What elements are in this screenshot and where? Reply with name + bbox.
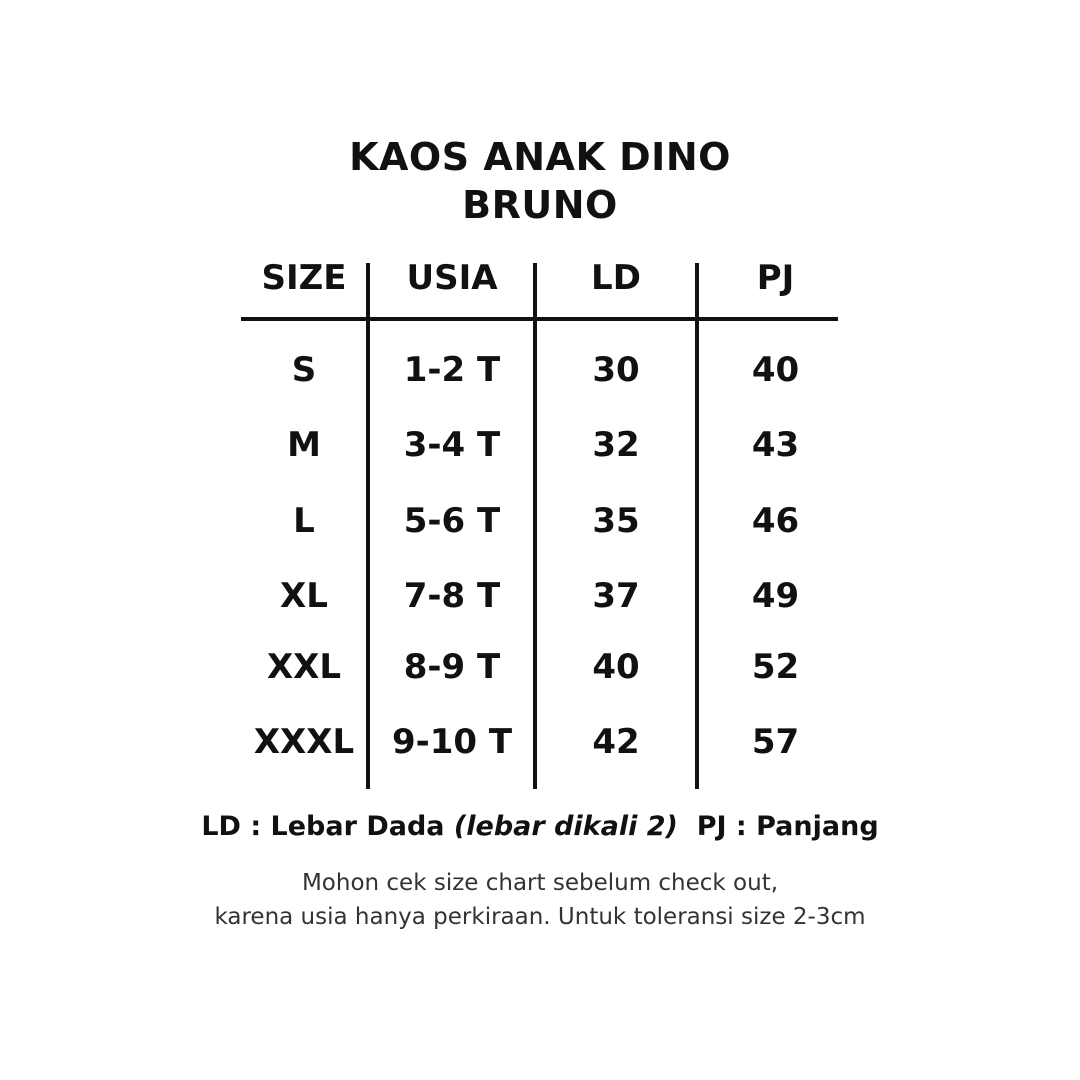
table-cell-ld: 32 <box>592 425 640 465</box>
table-cell-usia: 7-8 T <box>403 576 501 616</box>
header-size: SIZE <box>261 258 347 298</box>
table-cell-usia: 5-6 T <box>403 501 501 541</box>
table-cell-size: S <box>291 350 317 390</box>
table-cell-pj: 52 <box>751 647 800 687</box>
table-cell-size: L <box>293 501 315 541</box>
legend <box>0 808 1080 846</box>
table-cell-ld: 37 <box>592 576 640 616</box>
header-divider <box>241 317 838 321</box>
table-cell-usia: 9-10 T <box>391 722 513 762</box>
legend-ld-note: (lebar dikali 2) <box>453 811 678 842</box>
title-line-2: BRUNO <box>462 183 618 227</box>
table-cell-usia: 3-4 T <box>403 425 501 465</box>
header-ld: LD <box>591 258 641 298</box>
table-cell-usia: 1-2 T <box>403 350 501 390</box>
table-cell-pj: 57 <box>751 722 800 762</box>
note-line-2: karena usia hanya perkiraan. Untuk toleransi size 2-3cm <box>214 904 866 930</box>
chart-title <box>0 133 1080 229</box>
header-pj: PJ <box>756 258 795 298</box>
table-cell-ld: 40 <box>592 647 640 687</box>
table-cell-size: XXL <box>266 647 342 687</box>
table-cell-pj: 40 <box>751 350 800 390</box>
table-cell-size: XXXL <box>253 722 355 762</box>
note-line-1: Mohon cek size chart sebelum check out, <box>301 870 779 896</box>
table-cell-ld: 35 <box>592 501 640 541</box>
header-usia: USIA <box>406 258 498 298</box>
table-cell-size: XL <box>280 576 328 616</box>
table-cell-size: M <box>287 425 321 465</box>
legend-ld: LD : Lebar Dada <box>201 811 445 842</box>
table-cell-pj: 49 <box>751 576 800 616</box>
table-cell-ld: 30 <box>592 350 640 390</box>
legend-pj: PJ : Panjang <box>696 811 879 842</box>
size-note <box>0 866 1080 934</box>
table-cell-pj: 43 <box>751 425 800 465</box>
table-cell-pj: 46 <box>751 501 800 541</box>
table-cell-ld: 42 <box>592 722 640 762</box>
title-line-1: KAOS ANAK DINO <box>349 135 731 179</box>
table-cell-usia: 8-9 T <box>403 647 501 687</box>
